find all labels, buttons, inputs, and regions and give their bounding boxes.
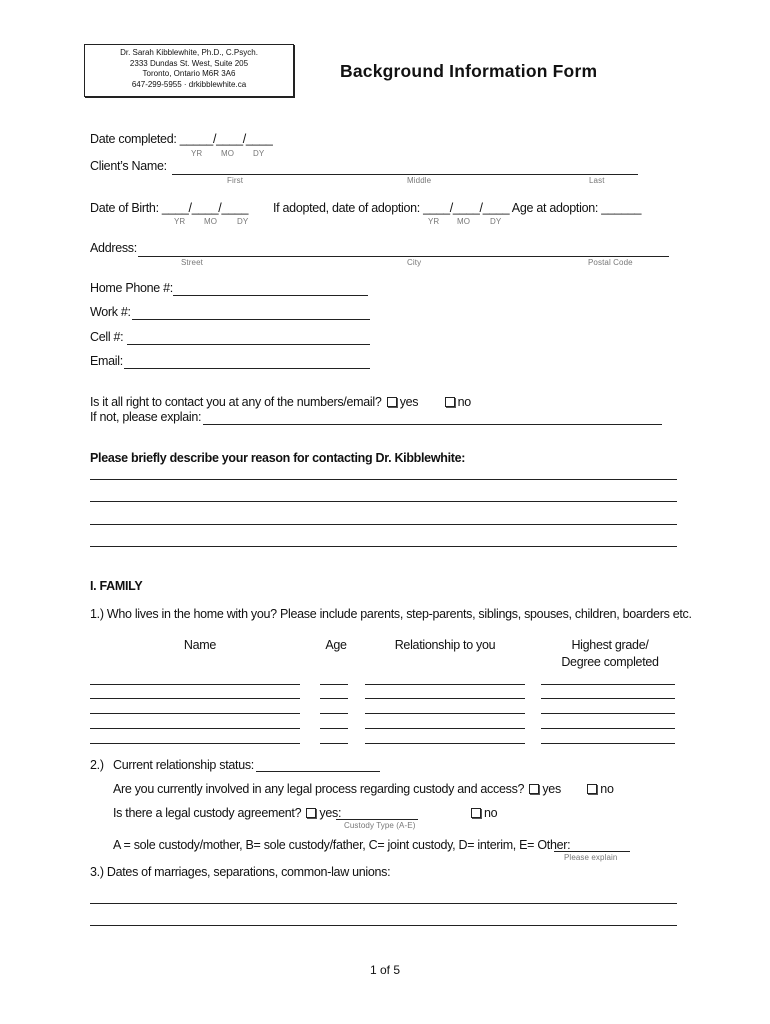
home-phone-line[interactable] [173, 295, 368, 296]
dob-hint-yr: YR [174, 217, 186, 226]
client-name-line[interactable] [172, 174, 638, 175]
household-age-line[interactable] [320, 713, 348, 714]
custody-no-checkbox[interactable] [471, 808, 481, 818]
contact-no-checkbox[interactable] [445, 397, 455, 407]
page-number: 1 of 5 [369, 963, 401, 977]
contact-permission [90, 395, 471, 409]
email-line[interactable] [124, 368, 370, 369]
household-grade-line[interactable] [541, 698, 675, 699]
household-relationship-line[interactable] [365, 698, 525, 699]
dob-field[interactable]: Date of Birth: ____/____/____ [90, 201, 249, 215]
col-age-header: Age [325, 638, 347, 652]
custody-yes-checkbox[interactable] [306, 808, 316, 818]
form-title: Background Information Form [340, 61, 598, 81]
adoption-field[interactable]: If adopted, date of adoption: ____/____/____ Age at adoption: ______ [273, 201, 642, 215]
legal-process-row [113, 782, 614, 796]
household-name-line[interactable] [90, 698, 300, 699]
custody-no-label: no [484, 806, 498, 820]
marriages-line-2[interactable] [90, 925, 677, 926]
name-hint-first: First [227, 176, 244, 185]
household-name-line[interactable] [90, 713, 300, 714]
col-grade-header-2: Degree completed [561, 655, 659, 669]
custody-yes-label: yes: [319, 806, 342, 820]
legal-yes-label: yes [542, 782, 561, 796]
dob-hint-mo: MO [204, 217, 218, 226]
date-completed-field[interactable]: Date completed: _____/____/____ [90, 132, 273, 146]
custody-type-line[interactable] [336, 819, 418, 820]
date-hint-yr: YR [191, 149, 203, 158]
household-relationship-line[interactable] [365, 743, 525, 744]
adopt-hint-dy: DY [490, 217, 502, 226]
date-hint-dy: DY [253, 149, 265, 158]
household-grade-line[interactable] [541, 743, 675, 744]
please-explain-hint: Please explain [564, 853, 618, 862]
reason-line-2[interactable] [90, 501, 677, 502]
family-q3: 3.) Dates of marriages, separations, common-law unions: [90, 865, 391, 879]
household-name-line[interactable] [90, 684, 300, 685]
household-age-line[interactable] [320, 728, 348, 729]
household-name-line[interactable] [90, 728, 300, 729]
address-label: Address: [90, 241, 137, 255]
marriages-line-1[interactable] [90, 903, 677, 904]
reason-line-1[interactable] [90, 479, 677, 480]
addr-hint-street: Street [181, 258, 203, 267]
custody-no-group [469, 806, 497, 820]
if-not-label: If not, please explain: [90, 410, 202, 424]
contact-no-label: no [457, 395, 471, 409]
client-name-label: Client’s Name: [90, 159, 167, 173]
header-line-city: Toronto, Ontario M6R 3A6 [142, 69, 236, 78]
email-label: Email: [90, 354, 123, 368]
adopt-hint-yr: YR [428, 217, 440, 226]
addr-hint-postal: Postal Code [588, 258, 633, 267]
addr-hint-city: City [407, 258, 422, 267]
household-age-line[interactable] [320, 698, 348, 699]
q2-number: 2.) [90, 758, 104, 772]
col-grade-header-1: Highest grade/ [571, 638, 649, 652]
legal-yes-checkbox[interactable] [529, 784, 539, 794]
reason-line-4[interactable] [90, 546, 677, 547]
cell-label: Cell #: [90, 330, 124, 344]
legal-process-question: Are you currently involved in any legal process regarding custody and access? [113, 782, 525, 796]
contact-yes-label: yes [399, 395, 419, 409]
practitioner-info-box [84, 44, 294, 97]
family-heading: I. FAMILY [90, 579, 143, 593]
contact-yes-checkbox[interactable] [387, 397, 397, 407]
relationship-status-label: Current relationship status: [113, 758, 254, 772]
header-line-street: 2333 Dundas St. West, Suite 205 [129, 58, 249, 68]
name-hint-last: Last [589, 176, 605, 185]
col-name-header: Name [183, 638, 217, 652]
work-line[interactable] [132, 319, 370, 320]
custody-type-hint: Custody Type (A-E) [344, 821, 416, 830]
reason-prompt: Please briefly describe your reason for contacting Dr. Kibblewhite: [90, 451, 466, 465]
household-age-line[interactable] [320, 743, 348, 744]
custody-agreement-row [113, 806, 341, 820]
adopt-hint-mo: MO [457, 217, 471, 226]
cell-line[interactable] [127, 344, 370, 345]
legal-no-label: no [600, 782, 614, 796]
home-phone-label: Home Phone #: [90, 281, 173, 295]
dob-hint-dy: DY [237, 217, 249, 226]
household-grade-line[interactable] [541, 684, 675, 685]
household-relationship-line[interactable] [365, 728, 525, 729]
custody-question: Is there a legal custody agreement? [113, 806, 302, 820]
header-line-name: Dr. Sarah Kibblewhite, Ph.D., C.Psych. [120, 48, 258, 57]
date-hint-mo: MO [221, 149, 235, 158]
name-hint-middle: Middle [407, 176, 432, 185]
work-label: Work #: [90, 305, 131, 319]
household-grade-line[interactable] [541, 728, 675, 729]
relationship-status-line[interactable] [256, 771, 380, 772]
custody-other-line[interactable] [554, 851, 630, 852]
contact-question: Is it all right to contact you at any of the numbers/email? [90, 395, 382, 409]
col-relationship-header: Relationship to you [394, 638, 496, 652]
legal-no-checkbox[interactable] [587, 784, 597, 794]
household-grade-line[interactable] [541, 713, 675, 714]
household-name-line[interactable] [90, 743, 300, 744]
family-q1: 1.) Who lives in the home with you? Please include parents, step-parents, siblings, spouses, children, boarders etc. [90, 607, 692, 621]
if-not-line[interactable] [203, 424, 662, 425]
household-relationship-line[interactable] [365, 713, 525, 714]
household-relationship-line[interactable] [365, 684, 525, 685]
address-line[interactable] [138, 256, 669, 257]
custody-options: A = sole custody/mother, B= sole custody/father, C= joint custody, D= interim, E= Other: [113, 838, 571, 852]
household-age-line[interactable] [320, 684, 348, 685]
header-line-contact: 647-299-5955 · drkibblewhite.ca [131, 79, 247, 89]
reason-line-3[interactable] [90, 524, 677, 525]
